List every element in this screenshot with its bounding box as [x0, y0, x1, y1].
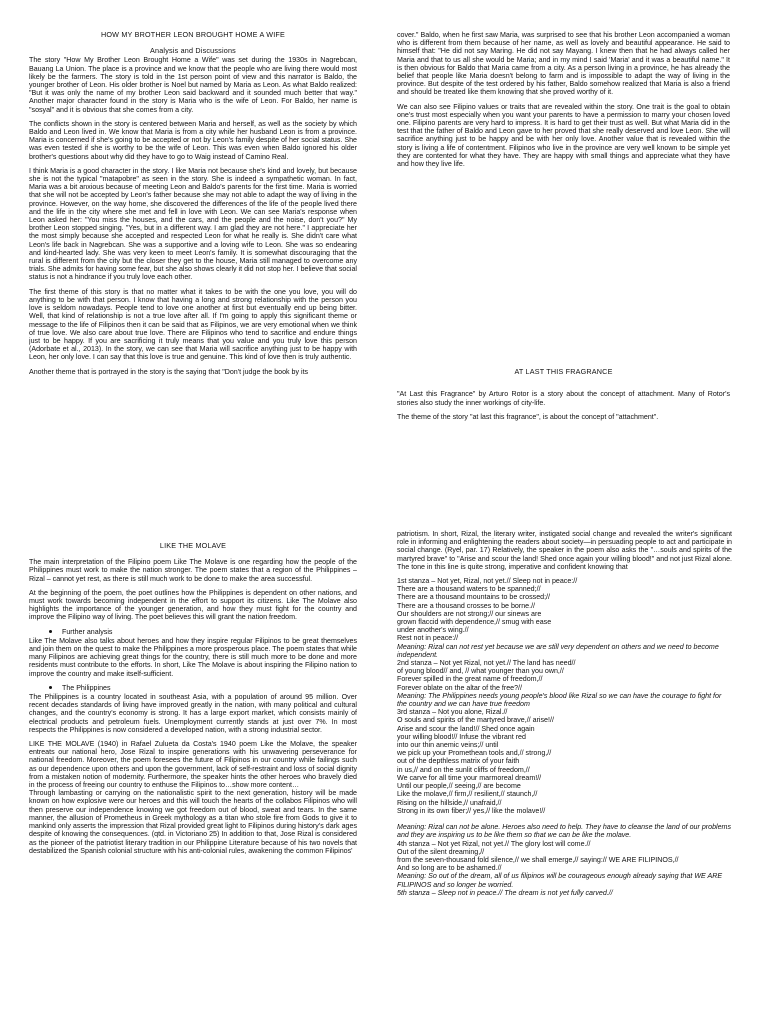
bullet-item	[49, 684, 357, 692]
document-page-4	[384, 512, 768, 1024]
bullet-icon	[49, 686, 52, 689]
paragraph: The Philippines is a country located in southeast Asia, with a population of around 95 million. Over recent decades standards of living have improved greatly in the nation, with many political and cultural changes, and the country's economy is strong. It has a large export market, which consists mainly of electrical products and petroleum fuels. Unemployment currently stands at just over 7%. In most respects the Philippines is now considered a developed nation, with a strong industrial sector.	[29, 693, 357, 734]
poem-line	[397, 815, 732, 823]
poem-lines	[397, 577, 732, 897]
essay-title: HOW MY BROTHER LEON BROUGHT HOME A WIFE	[100, 31, 286, 39]
page-2-column	[397, 31, 730, 508]
poem-line: Strong in its own fiber;// yes,// like the molave!//	[397, 806, 546, 815]
poem-line: There are a thousand mountains to be crossed;//	[397, 593, 551, 602]
poem-line: grown flaccid with dependence,// smug with ease	[397, 618, 552, 627]
section-title: AT LAST THIS FRAGRANCE	[514, 367, 613, 377]
poem-line: out of the depthless matrix of your faith	[397, 757, 520, 766]
poem-line: into our thin anemic veins;// until	[397, 741, 499, 750]
poem-line: O souls and spirits of the martyred brave,// arise!//	[397, 716, 554, 725]
paragraph: The main interpretation of the Filipino poem Like The Molave is one regarding how the people of the Philippines must work to make the nation stronger. The poem states that a region of the Philippines – Rizal – cannot yet rest, as there is still much work to be done to make the area successful.	[29, 558, 357, 583]
page-4-column	[397, 530, 732, 1020]
bullet-label: The Philippines	[62, 683, 111, 692]
poem-line: Out of the silent dreaming,//	[397, 847, 485, 856]
paragraph: The first theme of this story is that no matter what it takes to be with the one you love, you will do anything to be with that person. I know that having a long and strong relationship with the person you love is seldom nowadays. People tend to love one another at first but eventually end up being bitter. Well, that kind of relationship is not a true love after all. If I'm going to apply this significant theme or message to the life of Filipinos then it can be said that as Filipinos, we are very emotional when we think of true love. We also care about true love. There are Filipinos who tend to sacrifice and endure things just to be happy. If you are sacrificing it truly means that you value and you truly love this person (Adorbate et al., 2013). In the story, we can see that Maria will sacrifice anything just to be happy with Leon, her only love. I can say that this love is true and genuine. This kind of love then is truly authentic.	[29, 287, 357, 362]
page-1-column	[29, 31, 357, 508]
poem-line: 3rd stanza – Not you alone, Rizal.//	[397, 708, 508, 717]
poem-line: your willing blood!// Infuse the vibrant red	[397, 732, 526, 741]
paragraph: We can also see Filipino values or traits that are revealed within the story. One trait is the goal to obtain one's trust most especially when you want your parents to have a permission to marry your chosen loved one. Filipino parents are very hard to impress. It is hard to get their trust as well. But what Maria did in the test that the father of Baldo and Leon gave to her proved that she really deserved and love Leon. She will sacrifice anything just to be happy and be with her only love. Another value that is revealed within the story is living a life of contentment. Filipinos who live in the province are very well known to be simple yet they are contented for what they have. They are happy with small things and appreciate what they have and how they live life.	[397, 102, 730, 169]
poem-line: in us,// and on the sunlit cliffs of freedom,//	[397, 765, 530, 774]
poem-line: Meaning: The Philippines needs young people's blood like Rizal so we can have the courage to fight for the country and we can have true freedom	[397, 691, 722, 709]
poem-line: 1st stanza – Not yet, Rizal, not yet.// Sleep not in peace://	[397, 577, 578, 586]
poem-line: under another's wing.//	[397, 626, 469, 635]
poem-line: Rest not in peace://	[397, 634, 459, 643]
bullet-label: Further analysis	[62, 627, 113, 636]
section-subtitle: Analysis and Discussions	[150, 46, 236, 56]
paragraph: I think Maria is a good character in the story. I like Maria not because she's kind and lovely, but because she is not the typical "matapobre" as seen in the story. She is indeed a sympathetic woman. In fact, Maria was a bit anxious because of meeting Leon and Baldo's parents for the first time. Maria is worried that she will not be accepted by Leon's father because she may not able to adapt the way of living in the province. However, on the way home, she discovered the differences of the life of the people lived there and the life in the city where she met and fell in love with Leon. We can see Maria's response when Leon asked her: "You miss the houses, and the cars, and the people and the noise, don't you?" My brother Leon stopped singing. "Yes, but in a different way. I am glad they are not here." I appreciate her the most simply because she accepted and respected Leon for what he really is. She didn't care what Leon's life back in Nagrebcan. She was a supportive and a loving wife to Leon. She was so endearing and kind-hearted lady. She was very keen to meet Leon's family. It is somewhat discouraging that the rural is different from the city but the closer they get to the house, Maria still managed to overcome any trials. She admits for having some fear, but she also shows clearly it did not stop her. I believe that social status is not a hindrance if you truly love each other.	[29, 166, 357, 282]
section-title: LIKE THE MOLAVE	[159, 542, 227, 550]
paragraph: At the beginning of the poem, the poet outlines how the Philippines is dependent on other nations, and must work towards becoming independent in the effort to support its citizens. Like The Molave also highlights the importance of the younger generation, and how they must fight for the country and improve the Filipino way of living. The poet believes this will grant the nation freedom.	[29, 588, 357, 622]
bullet-item	[49, 628, 357, 636]
document-page-3	[0, 512, 384, 1024]
poem-line: There are a thousand waters to be spanned;//	[397, 585, 541, 594]
poem-line: Rising on the hillside,// unafraid,//	[397, 798, 502, 807]
poem-line: There are a thousand crosses to be borne.//	[397, 601, 536, 610]
paragraph: The story "How My Brother Leon Brought Home a Wife" was set during the 1930s in Nagrebcan, Bauang La Union. The place is a province and we know that the people who are living there would most likely be the farmers. The story is told in the 1st person point of view and this narrator is Baldo, the younger brother of Leon. His older brother is Noel but named by Maria as Leon. As what Baldo realized: "But it was only the name of my brother Leon said backward and it sounded much better that way." Another major character found in the story is Maria who is the wife of Leon. For Baldo, her name is "sosyal" and it is obvious that she comes from a city.	[29, 56, 357, 114]
paragraph: LIKE THE MOLAVE (1940) in Rafael Zulueta da Costa's 1940 poem Like the Molave, the speaker entreats our national hero, Jose Rizal to inspire generations with his unwavering perseverance for national freedom. Moreover, the poem foresees the future of Filipinos in our country while failings such as our dependence upon others and upon the government, lack of self-restraint and loss of social dignity from a mistaken notion of modernity. Furthermore, the speaker hints the other heroes who bravely died in the process of freeing our country to enthuse the Filipinos to…show more content…	[29, 740, 357, 790]
paragraph: The conflicts shown in the story is centered between Maria and herself, as well as the society by which Baldo and Leon lived in. We know that Maria is from a city while her husband Leon is from a province. Maria is concerned if she's going to be accepted or not by Leon's family despite of her social status. She was even tested if she is worthy to be the wife of Leon. This was even when Baldo ignored his older brother's questions about why did they have to go to Waig instead of Camino Real.	[29, 119, 357, 161]
poem-line: 4th stanza – Not yet Rizal, not yet.// The glory lost will come.//	[397, 839, 591, 848]
poem-line: we pick up your Promethean tools and,// strong,//	[397, 749, 552, 758]
paragraph: The theme of the story "at last this fragrance", is about the concept of "attachment".	[397, 412, 659, 421]
document-page-2	[384, 0, 768, 512]
paragraph: "At Last this Fragrance" by Arturo Rotor is a story about the concept of attachment. Many of Rotor's stories also study the inner workings of city-life.	[397, 390, 730, 407]
poem-line: 5th stanza – Sleep not in peace.// The dream is not yet fully carved.//	[397, 888, 613, 897]
poem-line: from the seven-thousand fold silence,// we shall emerge,// saying:// WE ARE FILIPINOS,//	[397, 855, 679, 864]
poem-line: Meaning: Rizal can not rest yet because we are still very dependent on others and we need to become independent.	[397, 642, 719, 659]
poem-line: Like the molave,// firm,// resilient,// staunch,//	[397, 790, 538, 799]
paragraph: Like The Molave also talks about heroes and how they inspire regular Filipinos to be great themselves and join them on the quest to make the Philippines a more prosperous place. The poem states that while many Filipinos are achieving great things for the country, there is still much more to be done and more residents must contribute to the efforts. In short, Like The Molave is about inspiring the Filipino nation to improve the country and make itself-sufficient.	[29, 636, 357, 678]
poem-line: Our shoulders are not strong;// our sinews are	[397, 609, 542, 618]
poem-line: of young blood// and, // what younger than you own,//	[397, 667, 564, 676]
poem-line: And so long are to be ashamed.//	[397, 864, 502, 873]
poem-line: We carve for all time your marmoreal dream!//	[397, 773, 542, 782]
bullet-icon	[49, 630, 52, 633]
poem-line: Forever spilled in the great name of freedom,//	[397, 675, 543, 684]
poem-line: 2nd stanza – Not yet Rizal, not yet.// The land has need//	[397, 659, 576, 668]
poem-line: Until our people,// seeing,// are become	[397, 782, 521, 791]
paragraph: Another theme that is portrayed in the story is the saying that "Don't judge the book by its	[29, 367, 309, 376]
paragraph: Through lambasting or carrying on the nationalistic spirit to the next generation, history will be made known on how explosive were our heroes and this will touch the hearts of the collabos Filipinos who will then preserve our independence knowing we got freedom out of blood, sweat and tears. In the same manner, the allusion of Prometheus in Greek mythology as a titan who stole fire from Gods to give it to mankind only asserts the impression that Rizal provided great light to Filipinos during history's dark ages despite of knowing the consequences. (qtd. in Victoriano 25) In addition to that, Jose Rizal is considered as the pioneer of the patriotist literary tradition in our Philippine Literature because of his two novels that destabilized the Spanish colonial structure with his anti-colonial rules, awakening the common Filipinos'	[29, 789, 357, 855]
poem-line: Meaning: Rizal can not be alone. Heroes also need to help. They have to cleanse the land of our problems and they are inspiring us to be like them so that we can be like the molave.	[397, 823, 732, 840]
page-3-column	[29, 542, 357, 1020]
paragraph: cover." Baldo, when he first saw Maria, was surprised to see that his brother Leon accompanied a woman who is different from them because of her name, as well as lovely and beautiful appearance. He said to himself that: "He did not say Maring. He did not say Mayang. I knew then that he had always called her Maria and that to us all she would be Maria; and in my mind I said 'Maria' and it was a beautiful name." It is then obvious for Baldo that Maria came from a city. As a person living in a province, he has already the belief that people like Maria doesn't belong to farm and is impossible to adapt the way of living in the province. But despite of the test ordered by his father, Baldo somehow realized that Maria is also a friend and should be treated like them knowing that she proved worthy of it.	[397, 31, 730, 97]
poem-line: Arise and scour the land!// Shed once again	[397, 724, 535, 733]
document-page-1	[0, 0, 384, 512]
poem-line: Meaning: So out of the dream, all of us filipinos will be courageous enough already saying that WE ARE FILIPINOS and so longer be worried.	[397, 872, 723, 889]
poem-line: Forever oblate on the altar of the free?//	[397, 683, 523, 692]
paragraph: patriotism. In short, Rizal, the literary writer, instigated social change and revealed the writer's significant role in informing and enlightening the readers about society—in persuading people to act and participate in social change. (Ryel, par. 17) Relatively, the speaker in the poem also asks the "…souls and spirits of the martyred brave" to "Arise and scour the land! Shed once again your willing blood!" and not just Rizal alone. The tone in this line is quite strong, imperative and confident knowing that	[397, 530, 732, 571]
